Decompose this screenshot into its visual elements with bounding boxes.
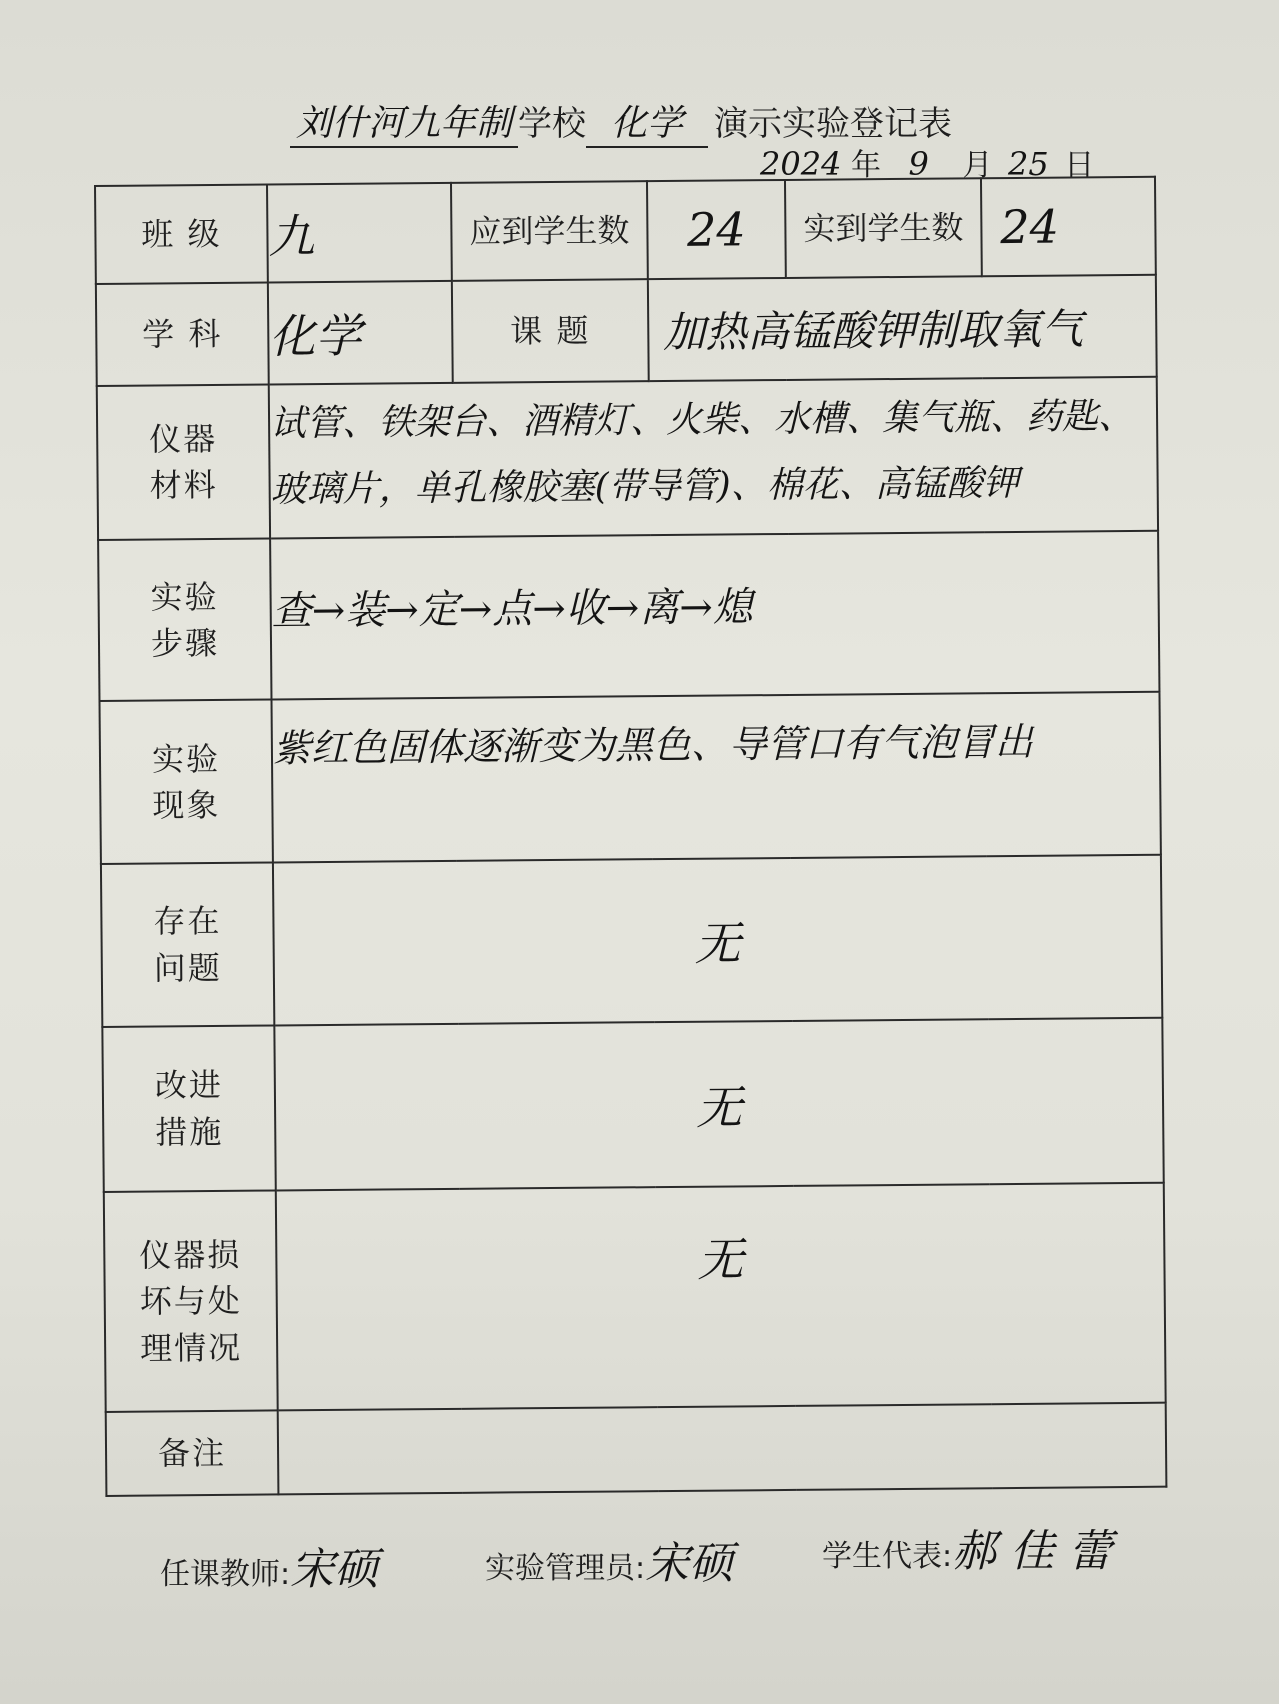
- school-suffix: 学校: [518, 104, 587, 144]
- title-text: 演示实验登记表: [714, 104, 953, 144]
- admin-label: 实验管理员:: [485, 1551, 646, 1586]
- class-value: 九: [267, 183, 452, 282]
- teacher-label: 任课教师:: [160, 1557, 291, 1592]
- teacher-signature: [160, 1533, 378, 1597]
- improve-value: 无: [274, 1018, 1163, 1191]
- row-steps: [98, 531, 1159, 701]
- row-damage: [104, 1183, 1166, 1412]
- actual-students-label: 实到学生数: [785, 178, 982, 277]
- subject-value: 化学: [268, 281, 453, 384]
- admin-name: 宋硕: [645, 1538, 734, 1589]
- date-year: 2024: [760, 145, 842, 183]
- phenomenon-value: 紫红色固体逐渐变为黑色、导管口有气泡冒出: [271, 692, 1160, 863]
- registration-table: [94, 176, 1167, 1497]
- teacher-name: 宋硕: [290, 1544, 379, 1595]
- row-problems: [101, 855, 1162, 1027]
- topic-label: 课 题: [452, 279, 649, 383]
- student-name: 郝佳蕾: [952, 1526, 1127, 1577]
- date-month: 9: [908, 145, 929, 183]
- row-remarks: [106, 1403, 1167, 1496]
- improve-label: 改进措施: [102, 1026, 275, 1193]
- subject-label: 学 科: [96, 282, 269, 385]
- topic-value: 加热高锰酸钾制取氧气: [648, 275, 1157, 381]
- equipment-label: 仪器材料: [97, 384, 270, 540]
- problems-label: 存在问题: [101, 863, 274, 1027]
- remarks-value: [278, 1403, 1167, 1494]
- row-improve: [102, 1018, 1163, 1192]
- subject-name: 化学: [586, 95, 708, 148]
- student-signature: [822, 1515, 1126, 1579]
- damage-label: 仪器损坏与处理情况: [104, 1191, 278, 1413]
- equipment-value: 试管、铁架台、酒精灯、火柴、水槽、集气瓶、药匙、玻璃片，单孔橡胶塞(带导管)、棉花、高锰酸钾: [269, 376, 1158, 539]
- row-equipment: [97, 376, 1158, 540]
- damage-value: 无: [276, 1183, 1166, 1411]
- expected-students-label: 应到学生数: [451, 181, 648, 280]
- admin-signature: [485, 1527, 733, 1591]
- date-day-unit: 日: [1064, 148, 1095, 183]
- date-day: 25: [1007, 145, 1049, 183]
- remarks-label: 备注: [106, 1411, 279, 1496]
- row-phenomenon: [100, 692, 1161, 864]
- class-label: 班 级: [95, 184, 268, 283]
- steps-value: 查→装→定→点→收→离→熄: [270, 531, 1159, 700]
- school-name: 刘什河九年制: [290, 95, 518, 148]
- phenomenon-label: 实验现象: [100, 700, 273, 864]
- expected-students-value: 24: [647, 180, 786, 279]
- row-class: [95, 177, 1156, 284]
- problems-value: 无: [273, 855, 1162, 1026]
- date-month-unit: 月: [962, 148, 993, 183]
- actual-students-value: 24: [981, 177, 1156, 276]
- steps-label: 实验步骤: [98, 539, 271, 701]
- signature-row: [0, 1505, 1279, 1595]
- row-subject: [96, 275, 1157, 386]
- date-year-unit: 年: [850, 148, 881, 183]
- student-label: 学生代表:: [822, 1539, 953, 1574]
